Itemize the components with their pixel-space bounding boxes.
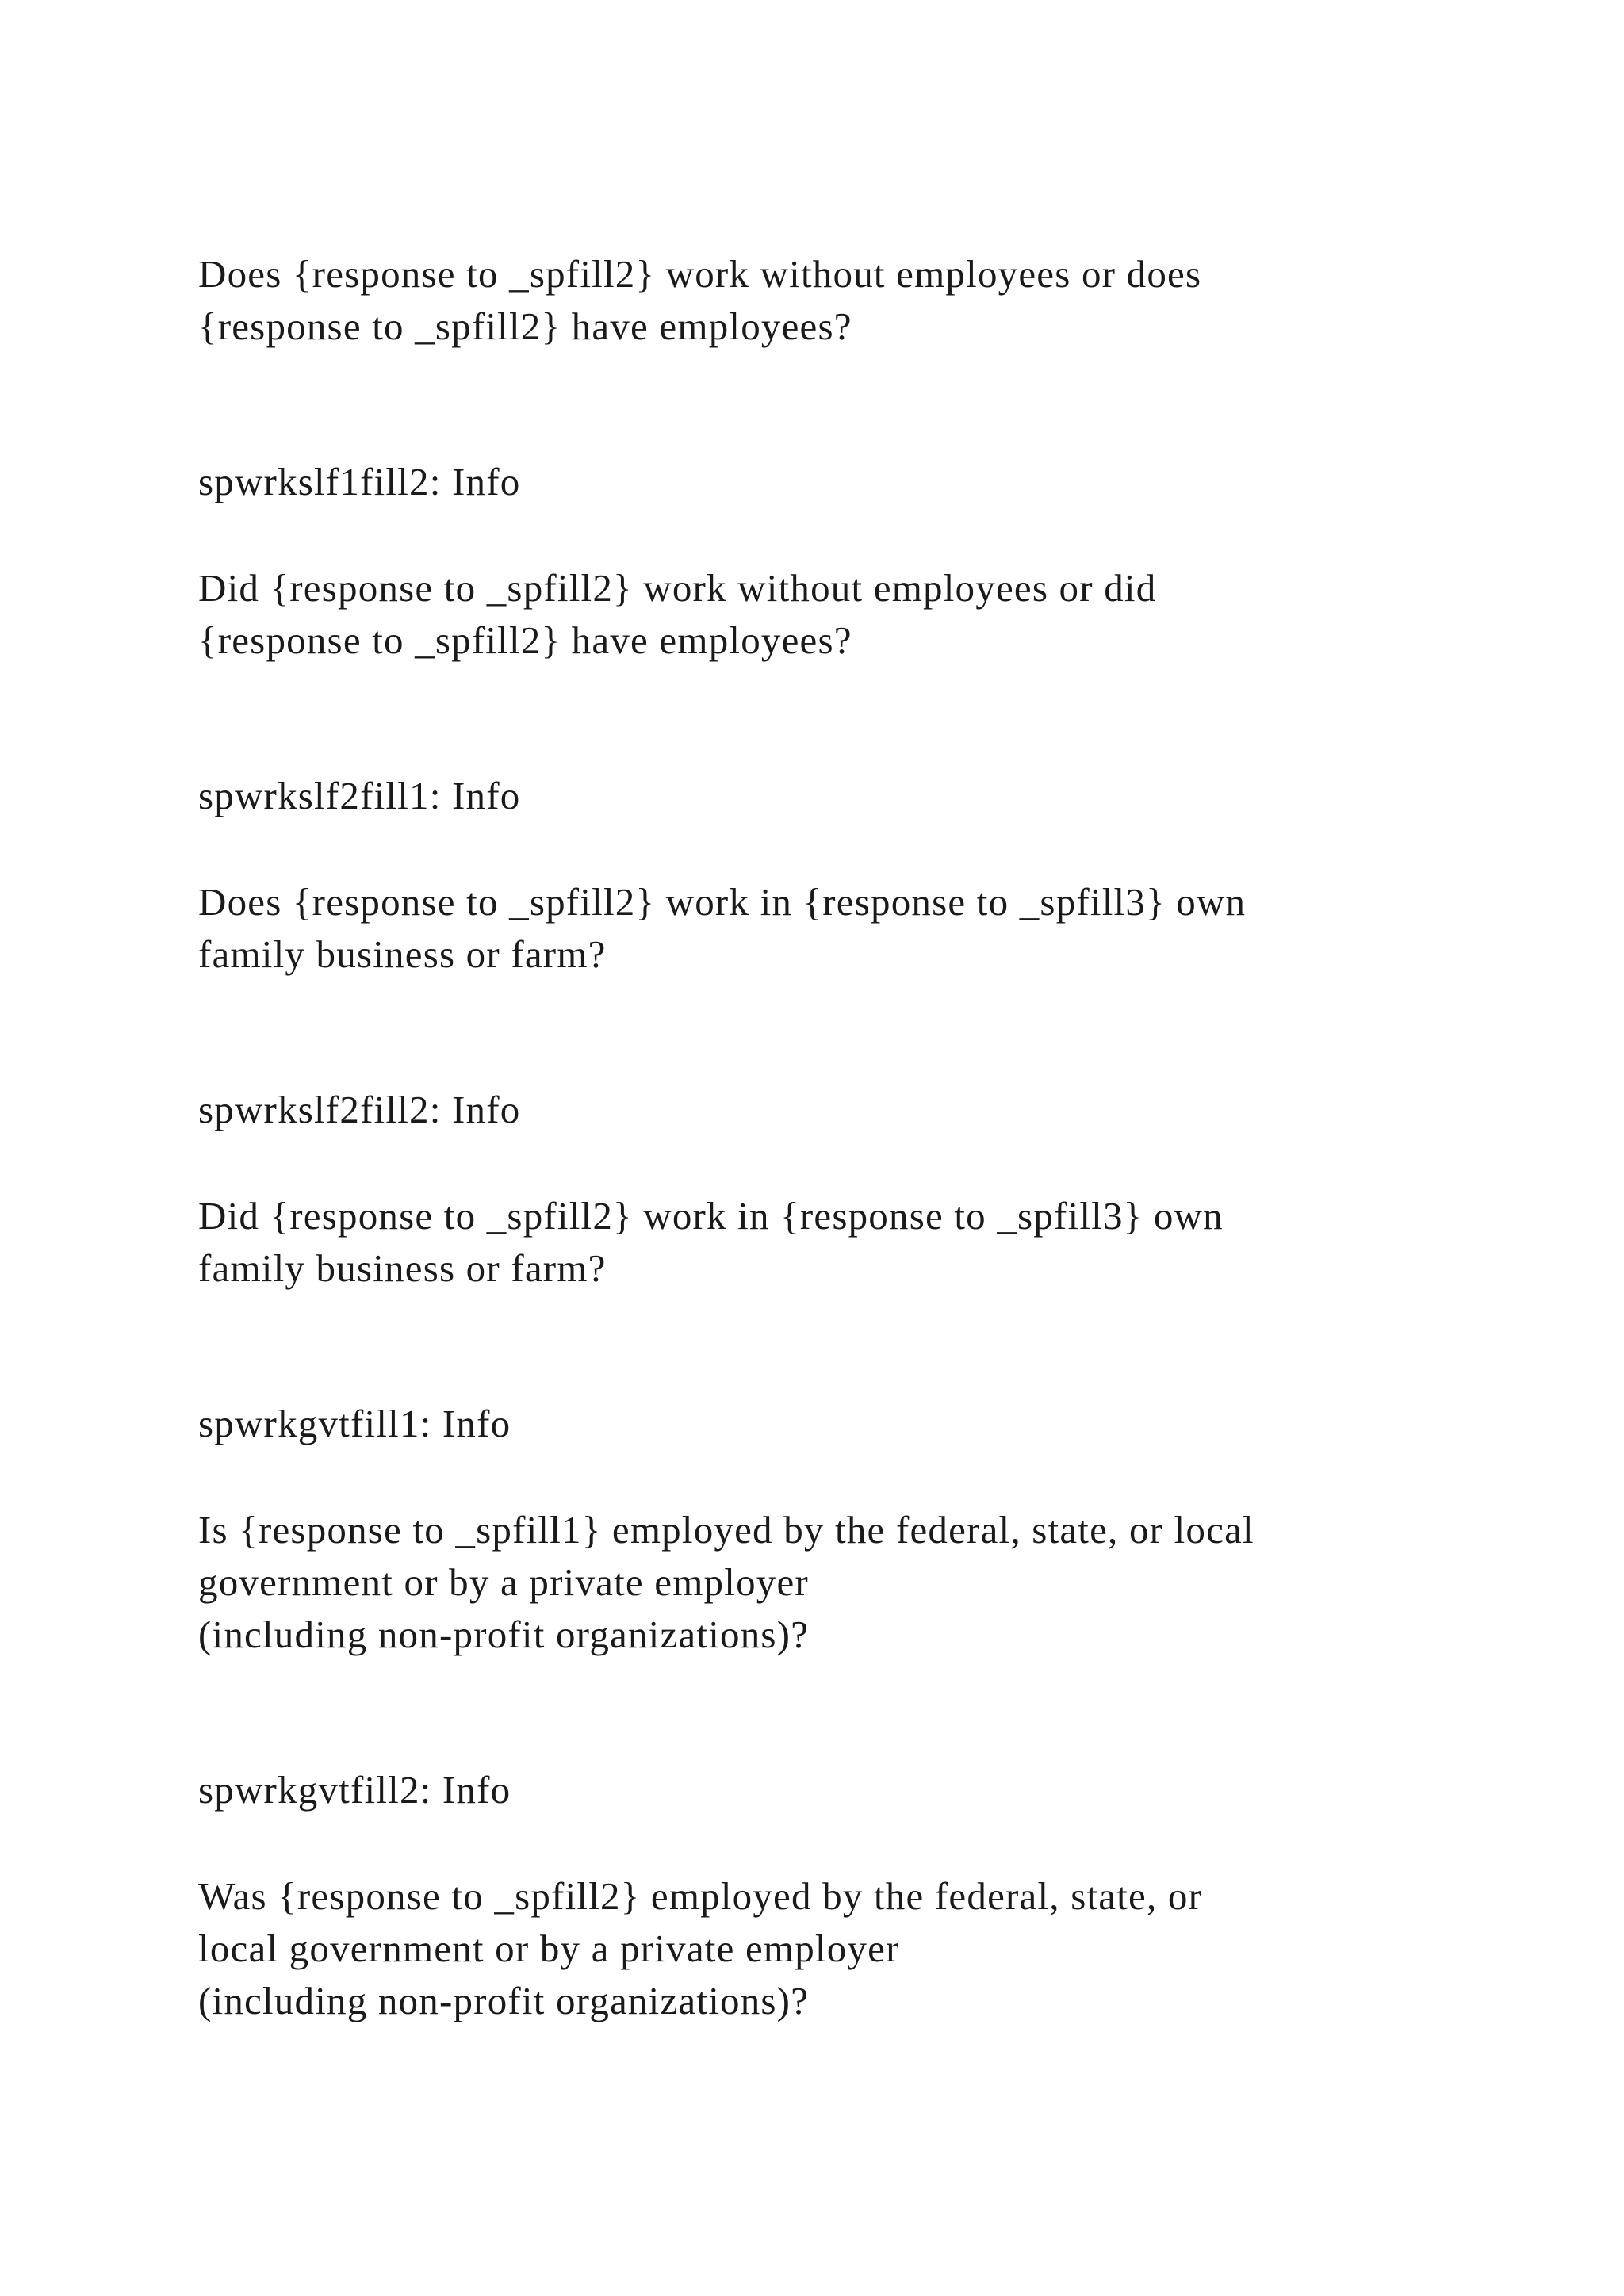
question-text-4-line-1: Did {response to _spfill2} work in {response to _spfill3} own: [198, 1194, 1224, 1238]
question-text-1-line-1: Does {response to _spfill2} work without employees or does: [198, 252, 1202, 296]
item-label-spwrkgvtfill2: spwrkgvtfill2: Info: [198, 1768, 511, 1812]
question-text-2-line-2: {response to _spfill2} have employees?: [198, 618, 852, 662]
question-text-6-line-3: (including non-profit organizations)?: [198, 1979, 810, 2022]
item-label-spwrkgvtfill1: spwrkgvtfill1: Info: [198, 1402, 511, 1445]
item-label-spwrkslf1fill2: spwrkslf1fill2: Info: [198, 460, 521, 503]
question-text-3-line-2: family business or farm?: [198, 932, 607, 976]
question-text-4-line-2: family business or farm?: [198, 1246, 607, 1290]
question-text-1-line-2: {response to _spfill2} have employees?: [198, 304, 852, 348]
question-text-2-line-1: Did {response to _spfill2} work without employees or did: [198, 566, 1157, 610]
item-label-spwrkslf2fill1: spwrkslf2fill1: Info: [198, 774, 521, 817]
question-text-3-line-1: Does {response to _spfill2} work in {response to _spfill3} own: [198, 880, 1247, 924]
question-text-6-line-1: Was {response to _spfill2} employed by the federal, state, or: [198, 1874, 1203, 1918]
question-text-5-line-2: government or by a private employer: [198, 1560, 809, 1604]
item-label-spwrkslf2fill2: spwrkslf2fill2: Info: [198, 1088, 521, 1131]
question-text-5-line-1: Is {response to _spfill1} employed by the federal, state, or local: [198, 1508, 1254, 1552]
question-text-5-line-3: (including non-profit organizations)?: [198, 1613, 810, 1656]
question-text-6-line-2: local government or by a private employer: [198, 1927, 900, 1970]
